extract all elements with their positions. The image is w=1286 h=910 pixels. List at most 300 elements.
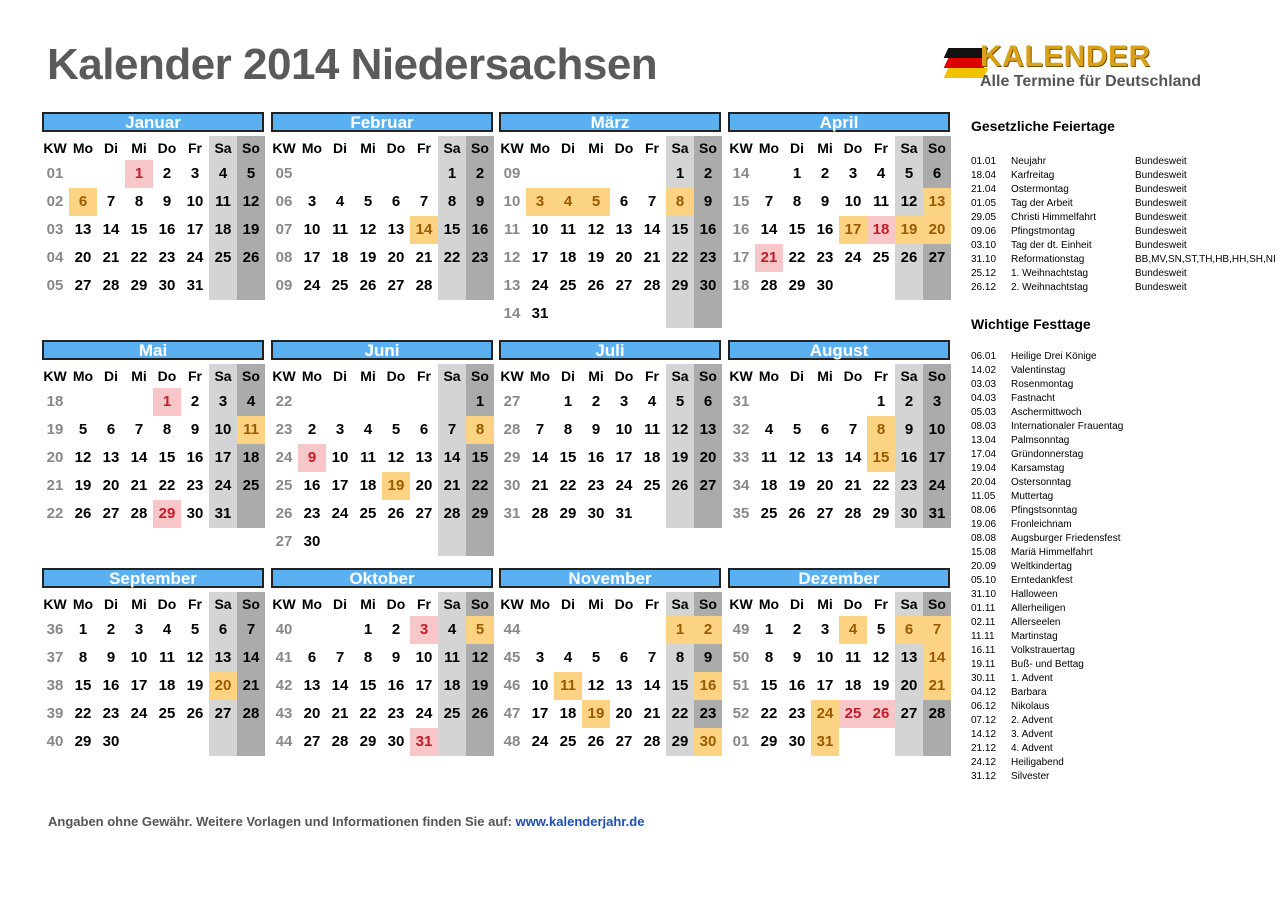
day-cell[interactable]: 7 xyxy=(419,193,429,210)
day-cell[interactable]: 23 xyxy=(303,505,321,522)
day-cell[interactable]: 9 xyxy=(904,421,914,438)
day-cell[interactable]: 22 xyxy=(671,705,689,722)
day-cell[interactable]: 19 xyxy=(872,677,890,694)
day-cell[interactable]: 2 xyxy=(475,165,485,182)
day-cell[interactable]: 29 xyxy=(671,733,689,750)
day-cell[interactable]: 26 xyxy=(867,700,895,728)
day-cell[interactable]: 28 xyxy=(928,705,946,722)
day-cell[interactable]: 25 xyxy=(214,249,232,266)
day-cell[interactable]: 25 xyxy=(839,700,867,728)
day-cell[interactable]: 20 xyxy=(900,677,918,694)
day-cell[interactable]: 19 xyxy=(186,677,204,694)
day-cell[interactable]: 5 xyxy=(363,193,373,210)
day-cell[interactable]: 17 xyxy=(531,249,549,266)
day-cell[interactable]: 1 xyxy=(363,621,373,638)
day-cell[interactable]: 18 xyxy=(643,449,661,466)
day-cell[interactable]: 28 xyxy=(643,733,661,750)
day-cell[interactable]: 15 xyxy=(74,677,92,694)
day-cell[interactable]: 6 xyxy=(69,188,97,216)
day-cell[interactable]: 4 xyxy=(876,165,886,182)
day-cell[interactable]: 23 xyxy=(186,477,204,494)
day-cell[interactable]: 27 xyxy=(415,505,433,522)
day-cell[interactable]: 8 xyxy=(466,416,494,444)
day-cell[interactable]: 17 xyxy=(816,677,834,694)
day-cell[interactable]: 21 xyxy=(844,477,862,494)
day-cell[interactable]: 16 xyxy=(699,221,717,238)
day-cell[interactable]: 26 xyxy=(788,505,806,522)
day-cell[interactable]: 7 xyxy=(447,421,457,438)
day-cell[interactable]: 16 xyxy=(816,221,834,238)
day-cell[interactable]: 10 xyxy=(531,221,549,238)
day-cell[interactable]: 11 xyxy=(332,221,348,238)
day-cell[interactable]: 3 xyxy=(134,621,144,638)
day-cell[interactable]: 6 xyxy=(895,616,923,644)
day-cell[interactable]: 5 xyxy=(246,165,256,182)
day-cell[interactable]: 1 xyxy=(447,165,457,182)
day-cell[interactable]: 19 xyxy=(471,677,489,694)
day-cell[interactable]: 27 xyxy=(214,705,232,722)
day-cell[interactable]: 23 xyxy=(102,705,120,722)
day-cell[interactable]: 1 xyxy=(764,621,774,638)
day-cell[interactable]: 15 xyxy=(760,677,778,694)
day-cell[interactable]: 10 xyxy=(214,421,232,438)
day-cell[interactable]: 26 xyxy=(242,249,260,266)
day-cell[interactable]: 25 xyxy=(559,733,577,750)
day-cell[interactable]: 14 xyxy=(760,221,778,238)
day-cell[interactable]: 23 xyxy=(471,249,489,266)
day-cell[interactable]: 16 xyxy=(471,221,489,238)
day-cell[interactable]: 30 xyxy=(788,733,806,750)
day-cell[interactable]: 30 xyxy=(816,277,834,294)
day-cell[interactable]: 3 xyxy=(535,649,545,666)
day-cell[interactable]: 12 xyxy=(74,449,92,466)
day-cell[interactable]: 28 xyxy=(331,733,349,750)
day-cell[interactable]: 15 xyxy=(359,677,377,694)
day-cell[interactable]: 21 xyxy=(331,705,349,722)
day-cell[interactable]: 28 xyxy=(531,505,549,522)
day-cell[interactable]: 10 xyxy=(130,649,148,666)
day-cell[interactable]: 13 xyxy=(699,421,717,438)
day-cell[interactable]: 14 xyxy=(443,449,461,466)
day-cell[interactable]: 26 xyxy=(471,705,489,722)
day-cell[interactable]: 23 xyxy=(699,249,717,266)
day-cell[interactable]: 27 xyxy=(615,277,633,294)
day-cell[interactable]: 5 xyxy=(876,621,886,638)
day-cell[interactable]: 29 xyxy=(760,733,778,750)
day-cell[interactable]: 6 xyxy=(391,193,401,210)
day-cell[interactable]: 20 xyxy=(923,216,951,244)
day-cell[interactable]: 6 xyxy=(820,421,830,438)
day-cell[interactable]: 11 xyxy=(360,449,376,466)
day-cell[interactable]: 21 xyxy=(443,477,461,494)
day-cell[interactable]: 7 xyxy=(647,649,657,666)
day-cell[interactable]: 17 xyxy=(303,249,321,266)
day-cell[interactable]: 22 xyxy=(559,477,577,494)
day-cell[interactable]: 2 xyxy=(703,165,713,182)
day-cell[interactable]: 15 xyxy=(671,221,689,238)
day-cell[interactable]: 8 xyxy=(675,649,685,666)
day-cell[interactable]: 19 xyxy=(74,477,92,494)
day-cell[interactable]: 28 xyxy=(130,505,148,522)
day-cell[interactable]: 9 xyxy=(820,193,830,210)
day-cell[interactable]: 22 xyxy=(74,705,92,722)
day-cell[interactable]: 5 xyxy=(466,616,494,644)
day-cell[interactable]: 2 xyxy=(694,616,722,644)
day-cell[interactable]: 13 xyxy=(102,449,120,466)
day-cell[interactable]: 14 xyxy=(923,644,951,672)
day-cell[interactable]: 24 xyxy=(415,705,433,722)
day-cell[interactable]: 17 xyxy=(415,677,433,694)
day-cell[interactable]: 8 xyxy=(363,649,373,666)
day-cell[interactable]: 27 xyxy=(102,505,120,522)
day-cell[interactable]: 15 xyxy=(788,221,806,238)
day-cell[interactable]: 13 xyxy=(415,449,433,466)
day-cell[interactable]: 15 xyxy=(671,677,689,694)
day-cell[interactable]: 17 xyxy=(331,477,349,494)
day-cell[interactable]: 25 xyxy=(242,477,260,494)
day-cell[interactable]: 14 xyxy=(331,677,349,694)
day-cell[interactable]: 4 xyxy=(246,393,256,410)
day-cell[interactable]: 5 xyxy=(78,421,88,438)
day-cell[interactable]: 29 xyxy=(74,733,92,750)
day-cell[interactable]: 3 xyxy=(307,193,317,210)
day-cell[interactable]: 15 xyxy=(559,449,577,466)
day-cell[interactable]: 17 xyxy=(130,677,148,694)
day-cell[interactable]: 28 xyxy=(102,277,120,294)
day-cell[interactable]: 4 xyxy=(647,393,657,410)
day-cell[interactable]: 25 xyxy=(760,505,778,522)
day-cell[interactable]: 24 xyxy=(615,477,633,494)
day-cell[interactable]: 26 xyxy=(587,733,605,750)
day-cell[interactable]: 24 xyxy=(811,700,839,728)
day-cell[interactable]: 24 xyxy=(130,705,148,722)
day-cell[interactable]: 12 xyxy=(671,421,689,438)
day-cell[interactable]: 26 xyxy=(186,705,204,722)
day-cell[interactable]: 22 xyxy=(788,249,806,266)
day-cell[interactable]: 17 xyxy=(928,449,946,466)
day-cell[interactable]: 18 xyxy=(867,216,895,244)
day-cell[interactable]: 22 xyxy=(443,249,461,266)
day-cell[interactable]: 20 xyxy=(615,249,633,266)
day-cell[interactable]: 3 xyxy=(335,421,345,438)
day-cell[interactable]: 10 xyxy=(928,421,946,438)
day-cell[interactable]: 4 xyxy=(363,421,373,438)
day-cell[interactable]: 19 xyxy=(242,221,260,238)
day-cell[interactable]: 24 xyxy=(331,505,349,522)
day-cell[interactable]: 5 xyxy=(591,649,601,666)
day-cell[interactable]: 11 xyxy=(159,649,175,666)
day-cell[interactable]: 14 xyxy=(643,677,661,694)
day-cell[interactable]: 1 xyxy=(876,393,886,410)
day-cell[interactable]: 25 xyxy=(872,249,890,266)
day-cell[interactable]: 1 xyxy=(666,616,694,644)
day-cell[interactable]: 13 xyxy=(923,188,951,216)
day-cell[interactable]: 15 xyxy=(130,221,148,238)
day-cell[interactable]: 2 xyxy=(307,421,317,438)
day-cell[interactable]: 2 xyxy=(190,393,200,410)
day-cell[interactable]: 8 xyxy=(764,649,774,666)
day-cell[interactable]: 19 xyxy=(582,700,610,728)
day-cell[interactable]: 14 xyxy=(531,449,549,466)
day-cell[interactable]: 26 xyxy=(900,249,918,266)
day-cell[interactable]: 11 xyxy=(644,421,660,438)
day-cell[interactable]: 9 xyxy=(591,421,601,438)
day-cell[interactable]: 19 xyxy=(788,477,806,494)
day-cell[interactable]: 21 xyxy=(242,677,260,694)
day-cell[interactable]: 10 xyxy=(531,677,549,694)
day-cell[interactable]: 5 xyxy=(190,621,200,638)
day-cell[interactable]: 16 xyxy=(387,677,405,694)
day-cell[interactable]: 22 xyxy=(760,705,778,722)
day-cell[interactable]: 28 xyxy=(643,277,661,294)
day-cell[interactable]: 7 xyxy=(923,616,951,644)
day-cell[interactable]: 16 xyxy=(158,221,176,238)
day-cell[interactable]: 17 xyxy=(214,449,232,466)
day-cell[interactable]: 31 xyxy=(214,505,232,522)
day-cell[interactable]: 7 xyxy=(848,421,858,438)
day-cell[interactable]: 12 xyxy=(587,221,605,238)
day-cell[interactable]: 4 xyxy=(563,649,573,666)
day-cell[interactable]: 9 xyxy=(391,649,401,666)
day-cell[interactable]: 24 xyxy=(531,733,549,750)
day-cell[interactable]: 30 xyxy=(387,733,405,750)
day-cell[interactable]: 27 xyxy=(699,477,717,494)
day-cell[interactable]: 7 xyxy=(335,649,345,666)
day-cell[interactable]: 10 xyxy=(844,193,862,210)
day-cell[interactable]: 29 xyxy=(788,277,806,294)
day-cell[interactable]: 27 xyxy=(928,249,946,266)
day-cell[interactable]: 12 xyxy=(186,649,204,666)
day-cell[interactable]: 16 xyxy=(186,449,204,466)
day-cell[interactable]: 26 xyxy=(359,277,377,294)
day-cell[interactable]: 13 xyxy=(303,677,321,694)
day-cell[interactable]: 4 xyxy=(218,165,228,182)
day-cell[interactable]: 28 xyxy=(415,277,433,294)
day-cell[interactable]: 18 xyxy=(331,249,349,266)
day-cell[interactable]: 4 xyxy=(764,421,774,438)
day-cell[interactable]: 27 xyxy=(900,705,918,722)
day-cell[interactable]: 14 xyxy=(102,221,120,238)
day-cell[interactable]: 22 xyxy=(872,477,890,494)
day-cell[interactable]: 13 xyxy=(816,449,834,466)
day-cell[interactable]: 29 xyxy=(559,505,577,522)
day-cell[interactable]: 5 xyxy=(792,421,802,438)
day-cell[interactable]: 4 xyxy=(335,193,345,210)
day-cell[interactable]: 21 xyxy=(415,249,433,266)
day-cell[interactable]: 12 xyxy=(387,449,405,466)
day-cell[interactable]: 27 xyxy=(615,733,633,750)
day-cell[interactable]: 8 xyxy=(666,188,694,216)
day-cell[interactable]: 15 xyxy=(443,221,461,238)
day-cell[interactable]: 12 xyxy=(788,449,806,466)
day-cell[interactable]: 30 xyxy=(900,505,918,522)
day-cell[interactable]: 13 xyxy=(214,649,232,666)
day-cell[interactable]: 25 xyxy=(331,277,349,294)
day-cell[interactable]: 23 xyxy=(387,705,405,722)
day-cell[interactable]: 11 xyxy=(560,221,576,238)
footer-link[interactable]: www.kalenderjahr.de xyxy=(515,814,645,829)
day-cell[interactable]: 13 xyxy=(387,221,405,238)
day-cell[interactable]: 8 xyxy=(78,649,88,666)
day-cell[interactable]: 19 xyxy=(671,449,689,466)
day-cell[interactable]: 1 xyxy=(78,621,88,638)
day-cell[interactable]: 22 xyxy=(671,249,689,266)
day-cell[interactable]: 4 xyxy=(554,188,582,216)
day-cell[interactable]: 23 xyxy=(788,705,806,722)
day-cell[interactable]: 5 xyxy=(904,165,914,182)
day-cell[interactable]: 11 xyxy=(873,193,889,210)
day-cell[interactable]: 24 xyxy=(531,277,549,294)
day-cell[interactable]: 7 xyxy=(134,421,144,438)
day-cell[interactable]: 11 xyxy=(237,416,265,444)
day-cell[interactable]: 18 xyxy=(559,249,577,266)
day-cell[interactable]: 18 xyxy=(214,221,232,238)
day-cell[interactable]: 13 xyxy=(615,221,633,238)
day-cell[interactable]: 2 xyxy=(904,393,914,410)
day-cell[interactable]: 1 xyxy=(792,165,802,182)
day-cell[interactable]: 16 xyxy=(102,677,120,694)
day-cell[interactable]: 29 xyxy=(671,277,689,294)
day-cell[interactable]: 11 xyxy=(215,193,231,210)
day-cell[interactable]: 19 xyxy=(895,216,923,244)
day-cell[interactable]: 20 xyxy=(615,705,633,722)
day-cell[interactable]: 24 xyxy=(186,249,204,266)
day-cell[interactable]: 23 xyxy=(158,249,176,266)
day-cell[interactable]: 27 xyxy=(74,277,92,294)
day-cell[interactable]: 14 xyxy=(844,449,862,466)
day-cell[interactable]: 31 xyxy=(186,277,204,294)
day-cell[interactable]: 15 xyxy=(867,444,895,472)
day-cell[interactable]: 20 xyxy=(102,477,120,494)
day-cell[interactable]: 1 xyxy=(125,160,153,188)
day-cell[interactable]: 21 xyxy=(102,249,120,266)
day-cell[interactable]: 29 xyxy=(359,733,377,750)
day-cell[interactable]: 21 xyxy=(643,249,661,266)
day-cell[interactable]: 18 xyxy=(760,477,778,494)
day-cell[interactable]: 11 xyxy=(554,672,582,700)
day-cell[interactable]: 29 xyxy=(130,277,148,294)
kalender-logo[interactable] xyxy=(946,40,1226,100)
day-cell[interactable]: 3 xyxy=(190,165,200,182)
day-cell[interactable]: 7 xyxy=(764,193,774,210)
day-cell[interactable]: 11 xyxy=(845,649,861,666)
day-cell[interactable]: 8 xyxy=(134,193,144,210)
day-cell[interactable]: 13 xyxy=(74,221,92,238)
day-cell[interactable]: 10 xyxy=(415,649,433,666)
day-cell[interactable]: 17 xyxy=(615,449,633,466)
day-cell[interactable]: 12 xyxy=(900,193,918,210)
day-cell[interactable]: 26 xyxy=(387,505,405,522)
day-cell[interactable]: 9 xyxy=(162,193,172,210)
day-cell[interactable]: 25 xyxy=(559,277,577,294)
day-cell[interactable]: 6 xyxy=(218,621,228,638)
day-cell[interactable]: 10 xyxy=(816,649,834,666)
day-cell[interactable]: 30 xyxy=(587,505,605,522)
day-cell[interactable]: 11 xyxy=(444,649,460,666)
day-cell[interactable]: 18 xyxy=(559,705,577,722)
day-cell[interactable]: 24 xyxy=(214,477,232,494)
day-cell[interactable]: 30 xyxy=(303,533,321,550)
day-cell[interactable]: 9 xyxy=(475,193,485,210)
day-cell[interactable]: 23 xyxy=(816,249,834,266)
day-cell[interactable]: 14 xyxy=(643,221,661,238)
day-cell[interactable]: 30 xyxy=(694,728,722,756)
day-cell[interactable]: 11 xyxy=(761,449,777,466)
day-cell[interactable]: 17 xyxy=(186,221,204,238)
day-cell[interactable]: 3 xyxy=(619,393,629,410)
day-cell[interactable]: 28 xyxy=(443,505,461,522)
day-cell[interactable]: 26 xyxy=(74,505,92,522)
day-cell[interactable]: 30 xyxy=(102,733,120,750)
day-cell[interactable]: 20 xyxy=(387,249,405,266)
day-cell[interactable]: 27 xyxy=(303,733,321,750)
day-cell[interactable]: 2 xyxy=(162,165,172,182)
day-cell[interactable]: 10 xyxy=(186,193,204,210)
day-cell[interactable]: 29 xyxy=(471,505,489,522)
day-cell[interactable]: 18 xyxy=(359,477,377,494)
day-cell[interactable]: 15 xyxy=(158,449,176,466)
day-cell[interactable]: 23 xyxy=(587,477,605,494)
day-cell[interactable]: 8 xyxy=(792,193,802,210)
day-cell[interactable]: 6 xyxy=(106,421,116,438)
day-cell[interactable]: 7 xyxy=(106,193,116,210)
day-cell[interactable]: 3 xyxy=(932,393,942,410)
day-cell[interactable]: 3 xyxy=(526,188,554,216)
day-cell[interactable]: 30 xyxy=(699,277,717,294)
day-cell[interactable]: 14 xyxy=(410,216,438,244)
day-cell[interactable]: 12 xyxy=(872,649,890,666)
day-cell[interactable]: 19 xyxy=(587,249,605,266)
day-cell[interactable]: 31 xyxy=(811,728,839,756)
day-cell[interactable]: 21 xyxy=(755,244,783,272)
day-cell[interactable]: 12 xyxy=(359,221,377,238)
day-cell[interactable]: 29 xyxy=(153,500,181,528)
day-cell[interactable]: 7 xyxy=(535,421,545,438)
day-cell[interactable]: 8 xyxy=(563,421,573,438)
day-cell[interactable]: 19 xyxy=(359,249,377,266)
day-cell[interactable]: 21 xyxy=(643,705,661,722)
day-cell[interactable]: 5 xyxy=(675,393,685,410)
day-cell[interactable]: 2 xyxy=(591,393,601,410)
day-cell[interactable]: 4 xyxy=(162,621,172,638)
day-cell[interactable]: 9 xyxy=(190,421,200,438)
day-cell[interactable]: 12 xyxy=(587,677,605,694)
day-cell[interactable]: 23 xyxy=(699,705,717,722)
day-cell[interactable]: 10 xyxy=(615,421,633,438)
day-cell[interactable]: 18 xyxy=(443,677,461,694)
day-cell[interactable]: 17 xyxy=(839,216,867,244)
day-cell[interactable]: 14 xyxy=(130,449,148,466)
day-cell[interactable]: 14 xyxy=(242,649,260,666)
day-cell[interactable]: 12 xyxy=(242,193,260,210)
day-cell[interactable]: 20 xyxy=(415,477,433,494)
day-cell[interactable]: 22 xyxy=(359,705,377,722)
day-cell[interactable]: 2 xyxy=(792,621,802,638)
day-cell[interactable]: 31 xyxy=(928,505,946,522)
day-cell[interactable]: 6 xyxy=(419,421,429,438)
day-cell[interactable]: 6 xyxy=(619,193,629,210)
day-cell[interactable]: 3 xyxy=(820,621,830,638)
day-cell[interactable]: 18 xyxy=(844,677,862,694)
day-cell[interactable]: 3 xyxy=(218,393,228,410)
day-cell[interactable]: 15 xyxy=(471,449,489,466)
day-cell[interactable]: 6 xyxy=(619,649,629,666)
day-cell[interactable]: 29 xyxy=(872,505,890,522)
day-cell[interactable]: 8 xyxy=(867,416,895,444)
day-cell[interactable]: 16 xyxy=(694,672,722,700)
day-cell[interactable]: 6 xyxy=(703,393,713,410)
day-cell[interactable]: 9 xyxy=(106,649,116,666)
